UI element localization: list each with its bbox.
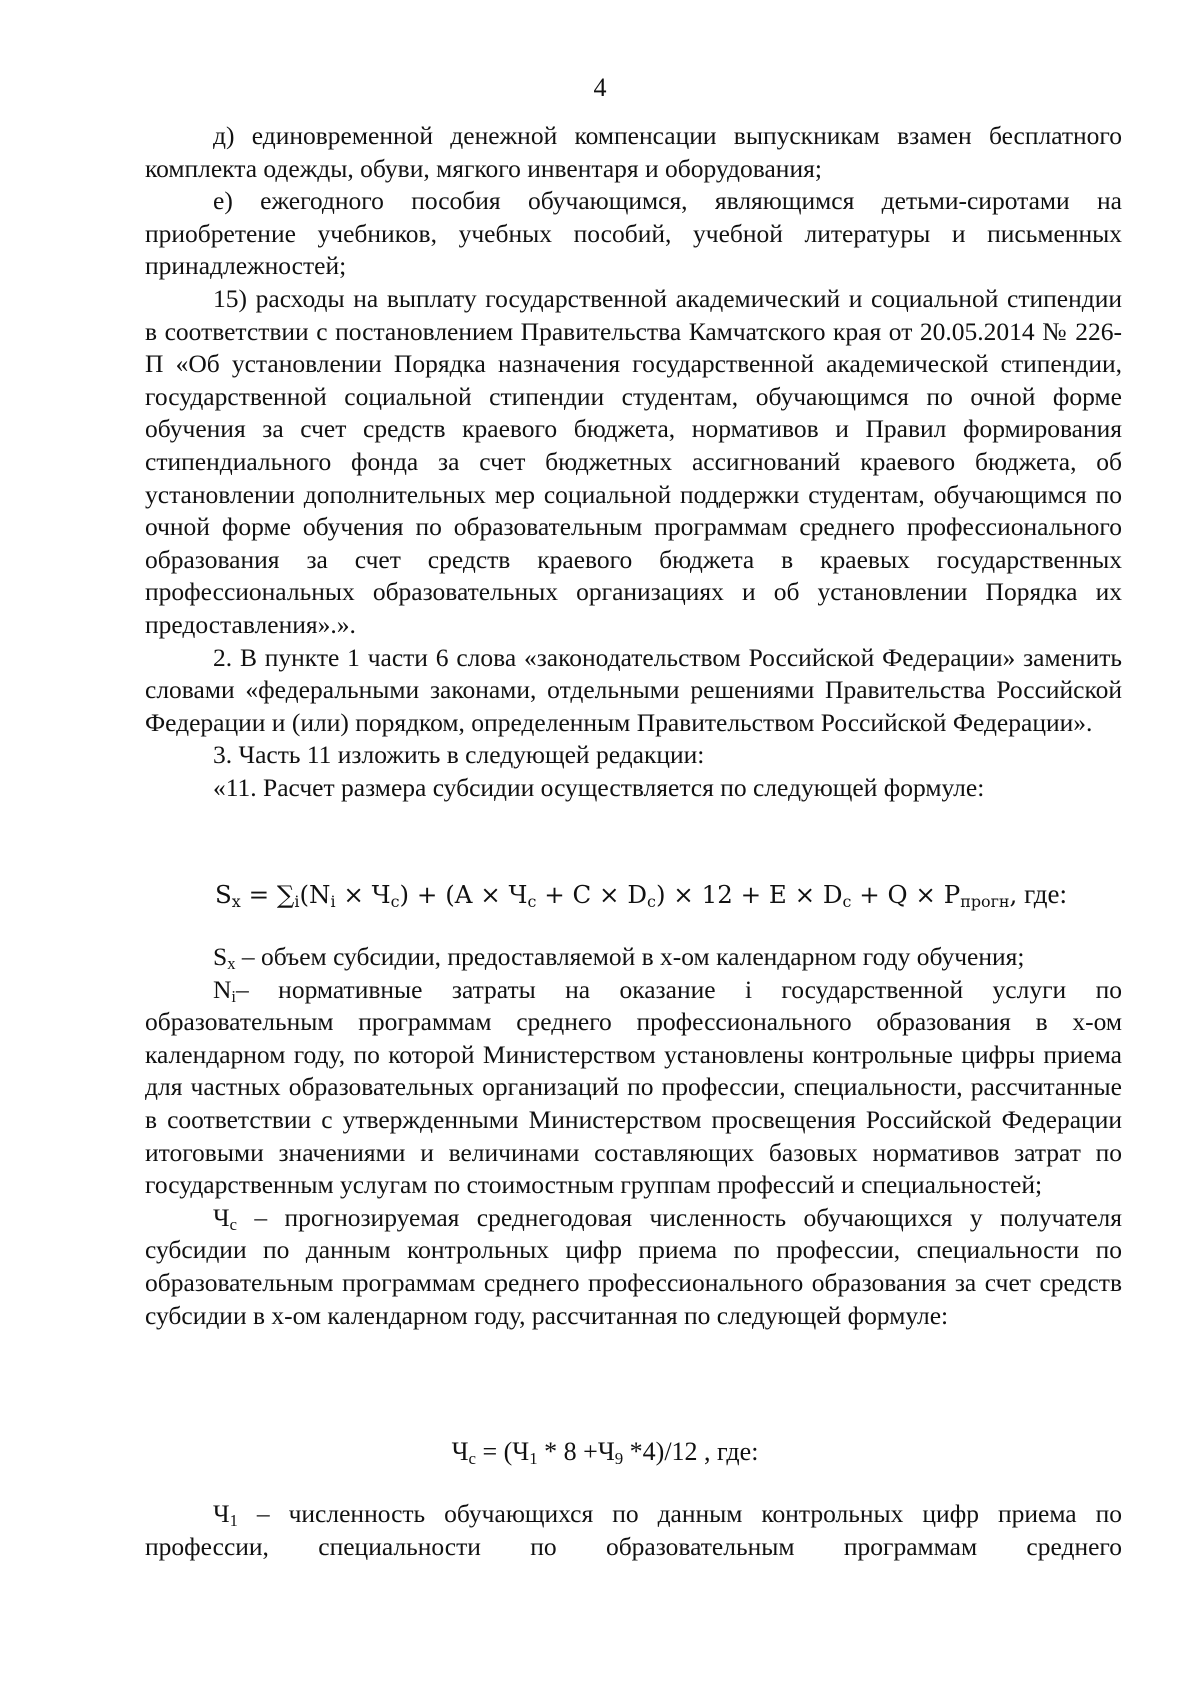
- paragraph-e: е) ежегодного пособия обучающимся, являющимся детьми-сиротами на приобретение учебников, учебных пособий, учебной литературы и письменных принадлежностей;: [145, 186, 1122, 281]
- definition-ni: $N_i-$ нормативные затраты на оказание i государственной услуги по образовательным программам среднего профессионального образования в х-ом календарном году, по которой Министерством установлены контрольные цифры приема для частных образовательных организаций по профессии, специальности, рассчитанные в соответствии с утвержденными Министерством просвещения Российской Федерации итоговыми значениями и величинами составляющих базовых нормативов затрат по государственным услугам по стоимостным группам профессий и специальностей;: [145, 974, 1122, 1200]
- final-definition: [145, 1498, 1122, 1563]
- page-number: 4: [593, 73, 607, 102]
- formula-expression: $S_x = \sum_i(N_i \times Ч_c) + (A \times Ч_c + C \times D_c) \times 12 + E \times D_c + Q \times P_{прогн}$,: [215, 880, 1018, 911]
- paragraph-item-3: 3. Часть 11 изложить в следующей редакции:: [213, 740, 705, 770]
- paragraph-part-11: «11. Расчет размера субсидии осуществляется по следующей формуле:: [213, 772, 985, 802]
- paragraph-item-2: 2. В пункте 1 части 6 слова «законодательством Российской Федерации» заменить словами «федеральными законами, отдельными решениями Правительства Российской Федерации и (или) порядком, определенным Правительством Российской Федерации».: [145, 642, 1122, 737]
- definition-chc: $Ч_с$ – прогнозируемая среднегодовая численность обучающихся у получателя субсидии по данным контрольных цифр приема по профессии, специальности по образовательным программам среднего профессионального образования за счет средств субсидии в х-ом календарном году, рассчитанная по следующей формуле:: [145, 1202, 1122, 1330]
- paragraph-15: 15) расходы на выплату государственной академический и социальной стипендии в соответствии с постановлением Правительства Камчатского края от 20.05.2014 № 226-П «Об установлении Порядка назначения государственной академической стипендии, государственной социальной стипендии студентам, обучающимся по очной форме обучения за счет средств краевого бюджета, нормативов и Правил формирования стипендиального фонда за счет бюджетных ассигнований краевого бюджета, об установлении дополнительных мер социальной поддержки студентам, обучающимся по очной форме обучения по образовательным программам среднего профессионального образования за счет средств краевого бюджета в краевых государственных профессиональных образовательных организациях и об установлении Порядка их предоставления».».: [145, 283, 1122, 639]
- definitions: [145, 941, 1122, 1332]
- subsidy-formula: [215, 876, 1067, 913]
- average-count-formula: $Ч_с = (Ч_1 * 8 +Ч_9$ *4)/12 , где:: [451, 1437, 759, 1469]
- formula-tail: где:: [1017, 879, 1068, 909]
- definition-sx: $S_x$ – объем субсидии, предоставляемой в х-ом календарном году обучения;: [213, 942, 1025, 974]
- paragraph-d: д) единовременной денежной компенсации выпускникам взамен бесплатного комплекта одежды, обуви, мягкого инвентаря и оборудования;: [145, 121, 1122, 183]
- definition-ch1: $Ч_1$ – численность обучающихся по данным контрольных цифр приема по профессии, специальности по образовательным программам среднего: [145, 1499, 1122, 1561]
- document-body: [145, 120, 1122, 804]
